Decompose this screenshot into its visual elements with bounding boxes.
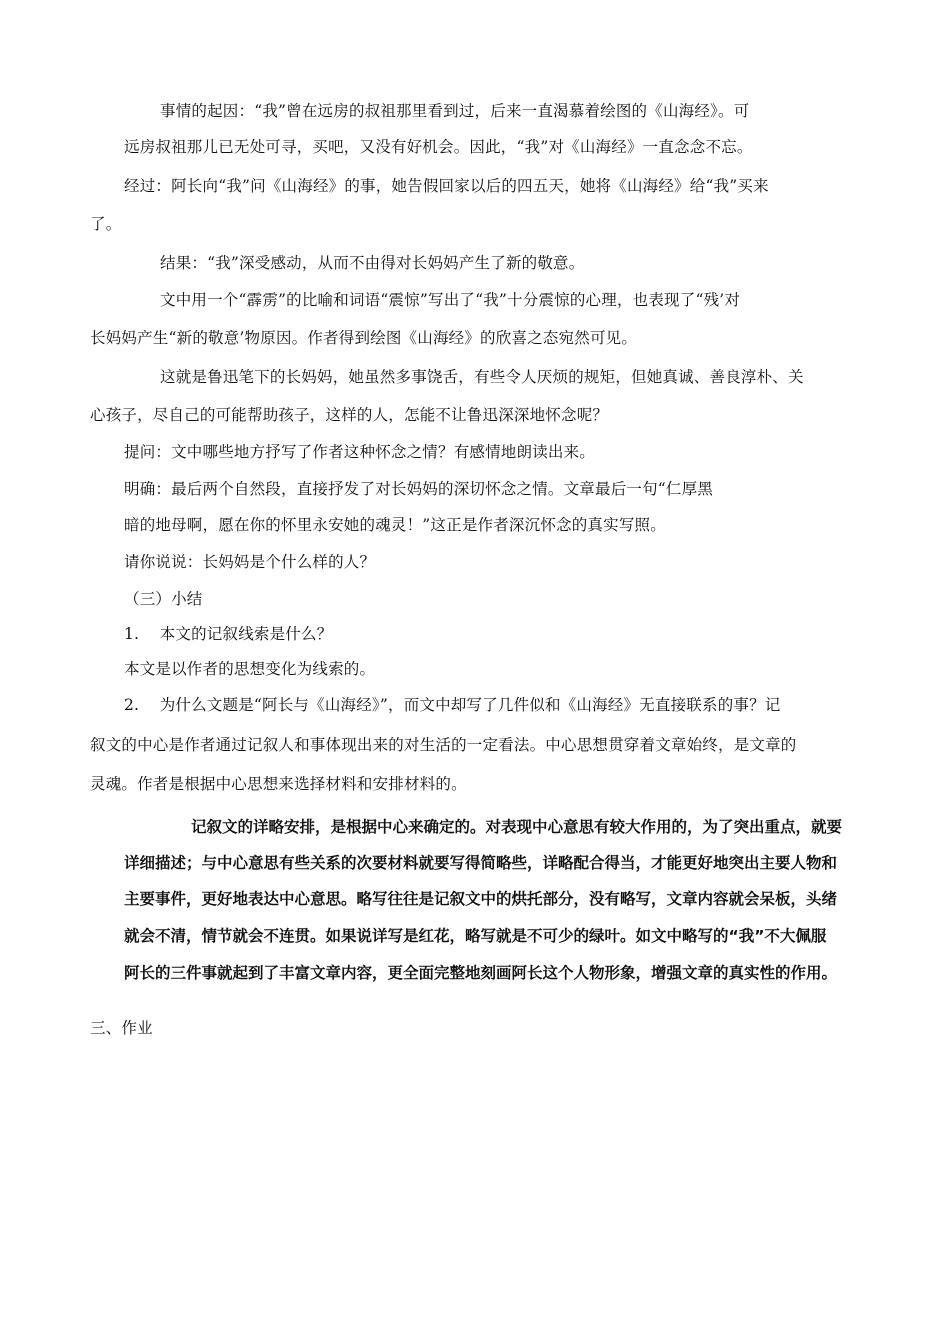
bold-note-line-5: 阿长的三件事就起到了丰富文章内容，更全面完整地刻画阿长这个人物形象，增强文章的真实性的作用。 — [124, 964, 838, 982]
metaphor-line-2: 长妈妈产生“新的敬意’物原因。作者得到绘图《山海经》的欣喜之态宛然可见。 — [90, 329, 638, 347]
question-1: 1. 本文的记叙线索是什么？ — [124, 625, 333, 643]
section-summary-heading: （三）小结 — [124, 590, 203, 608]
bold-note-line-3: 主要事件，更好地表达中心意思。略写往往是记叙文中的烘托部分，没有略写，文章内容就会呆板，头绪 — [124, 890, 838, 908]
answer-line-1: 明确：最后两个自然段，直接抒发了对长妈妈的深切怀念之情。文章最后一句“仁厚黑 — [124, 480, 714, 498]
summary-line-1: 这就是鲁迅笔下的长妈妈，她虽然多事饶舌，有些令人厌烦的规矩，但她真诚、善良淳朴、关 — [160, 368, 804, 386]
process-line-1: 经过：阿长向“我”问《山海经》的事，她告假回家以后的四五天，她将《山海经》给“我”买来 — [124, 177, 769, 195]
question-2-line-2: 叙文的中心是作者通过记叙人和事体现出来的对生活的一定看法。中心思想贯穿着文章始终，是文章的 — [90, 736, 797, 754]
process-line-2: 了。 — [90, 215, 122, 233]
bold-note-line-4: 就会不清，情节就会不连贯。如果说详写是红花，略写就是不可少的绿叶。如文中略写的“我”不大佩服 — [124, 927, 827, 945]
metaphor-line-1: 文中用一个“霹雳”的比喻和词语“震惊”写出了“我”十分震惊的心理，也表现了“残’对 — [160, 291, 741, 309]
bold-note-line-1: 记叙文的详略安排，是根据中心来确定的。对表现中心意思有较大作用的，为了突出重点，就要 — [191, 818, 843, 836]
cause-line-1: 事情的起因：“我”曾在远房的叔祖那里看到过，后来一直渴慕着绘图的《山海经》。可 — [160, 102, 750, 120]
summary-line-2: 心孩子，尽自己的可能帮助孩子，这样的人，怎能不让鲁迅深深地怀念呢？ — [90, 406, 609, 424]
question-line: 提问：文中哪些地方抒写了作者这种怀念之情？有感情地朗读出来。 — [124, 443, 596, 461]
question-2-line-1: 2. 为什么文题是“阿长与《山海经》”，而文中却写了几件似和《山海经》无直接联系的事？记 — [124, 696, 781, 714]
homework-heading: 三、作业 — [90, 1019, 153, 1037]
bold-note-line-2: 详细描述；与中心意思有些关系的次要材料就要写得简略些，详略配合得当，才能更好地突出主要人物和 — [124, 854, 838, 872]
question-2-line-3: 灵魂。作者是根据中心思想来选择材料和安排材料的。 — [90, 775, 467, 793]
answer-line-2: 暗的地母啊，愿在你的怀里永安她的魂灵！”这正是作者深沉怀念的真实写照。 — [124, 516, 666, 534]
answer-1: 本文是以作者的思想变化为线索的。 — [124, 660, 376, 678]
cause-line-2: 远房叔祖那儿已无处可寻，买吧，又没有好机会。因此，“我”对《山海经》一直念念不忘。 — [124, 138, 753, 156]
result-line: 结果：“我”深受感动，从而不由得对长妈妈产生了新的敬意。 — [160, 254, 585, 272]
ask-student-line: 请你说说：长妈妈是个什么样的人？ — [124, 553, 376, 571]
